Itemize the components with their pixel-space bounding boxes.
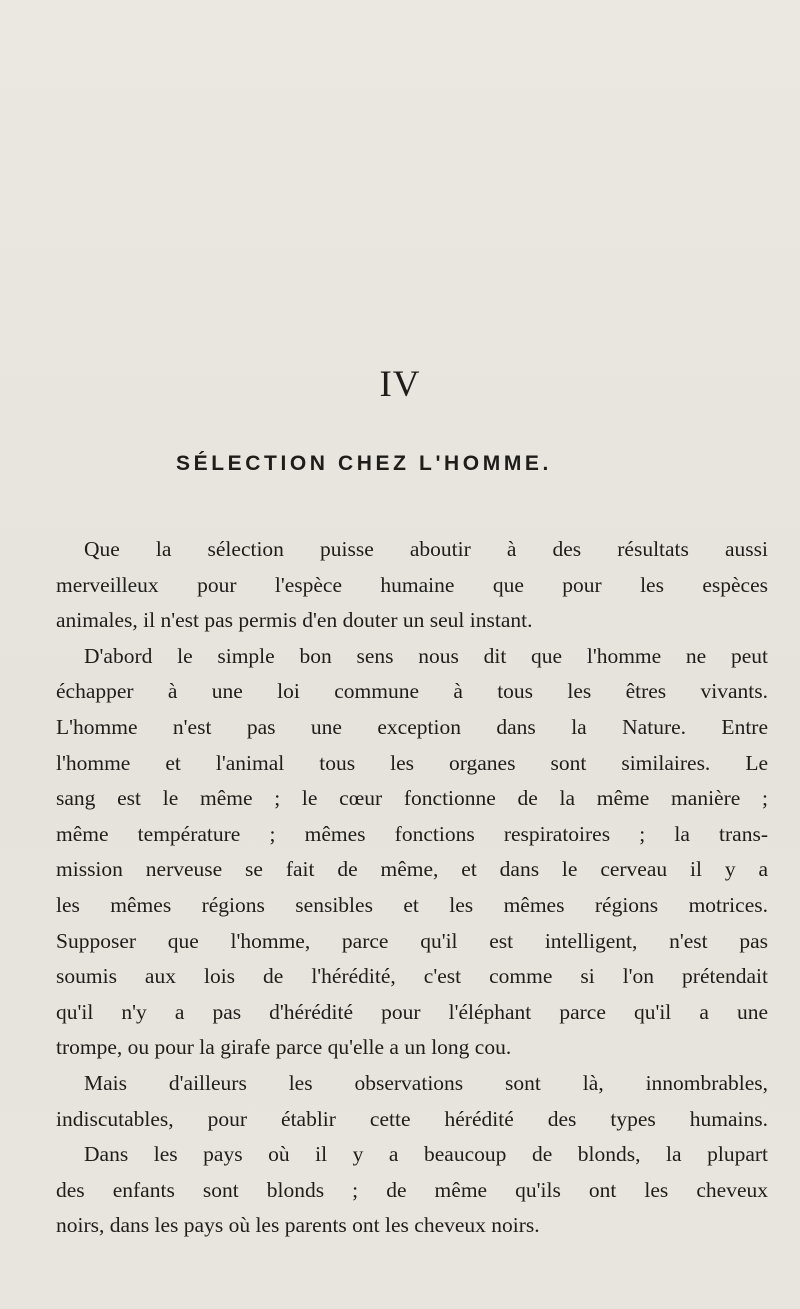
text-line: échapper à une loi commune à tous les êtres vivants. — [56, 679, 768, 704]
text-line: animales, il n'est pas permis d'en douter un seul instant. — [56, 608, 533, 633]
text-line: sang est le même ; le cœur fonctionne de la même manière ; — [56, 786, 768, 811]
text-line: Que la sélection puisse aboutir à des résultats aussi — [84, 537, 768, 561]
text-line: trompe, ou pour la girafe parce qu'elle a un long cou. — [56, 1035, 512, 1060]
text-line: indiscutables, pour établir cette hérédité des types humains. — [56, 1106, 768, 1131]
text-line: merveilleux pour l'espèce humaine que pour les espèces — [56, 572, 768, 597]
text-line: des enfants sont blonds ; de même qu'ils ont les cheveux — [56, 1177, 768, 1202]
text-line: les mêmes régions sensibles et les mêmes régions motrices. — [56, 892, 768, 917]
text-line: Mais d'ailleurs les observations sont là, innombrables, — [84, 1070, 768, 1095]
chapter-number: IV — [379, 364, 421, 405]
text-line: qu'il n'y a pas d'hérédité pour l'éléphant parce qu'il a une — [56, 999, 768, 1024]
chapter-title: SÉLECTION CHEZ L'HOMME. — [176, 452, 552, 475]
text-line: l'homme et l'animal tous les organes sont similaires. Le — [56, 750, 768, 775]
text-line: Supposer que l'homme, parce qu'il est intelligent, n'est pas — [56, 928, 768, 953]
text-line: même température ; mêmes fonctions respiratoires ; la trans- — [56, 821, 768, 846]
text-line: mission nerveuse se fait de même, et dans le cerveau il y a — [56, 857, 768, 882]
text-line: D'abord le simple bon sens nous dit que l'homme ne peut — [84, 643, 768, 668]
text-line: noirs, dans les pays où les parents ont les cheveux noirs. — [56, 1213, 540, 1238]
text-line: Dans les pays où il y a beaucoup de blonds, la plupart — [84, 1142, 768, 1167]
body-text — [56, 532, 768, 1244]
text-line: L'homme n'est pas une exception dans la Nature. Entre — [56, 714, 768, 739]
text-line: soumis aux lois de l'hérédité, c'est comme si l'on prétendait — [56, 964, 768, 989]
